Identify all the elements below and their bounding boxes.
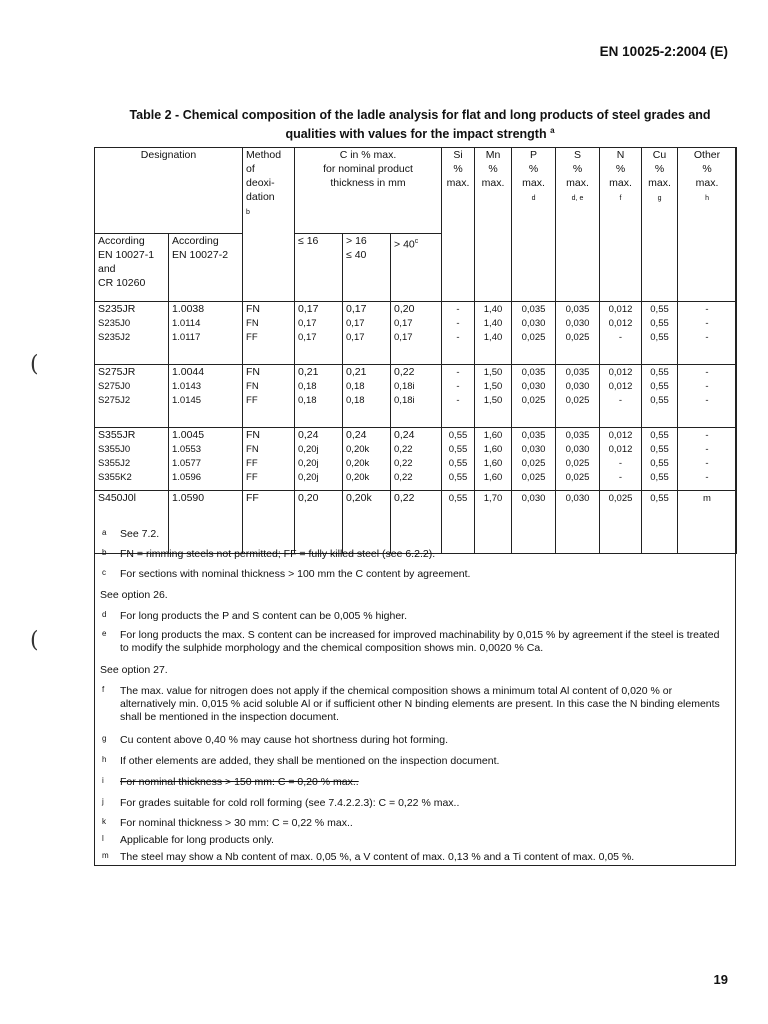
n-value: - xyxy=(618,395,623,406)
cu-value: 0,55 xyxy=(650,493,669,504)
method-value: FN xyxy=(246,366,261,378)
number-cell xyxy=(169,302,243,365)
number-value: 1.0143 xyxy=(172,381,202,392)
c3-value: 0,24 xyxy=(394,429,415,441)
footnote-i: i For nominal thickness > 150 mm: C = 0,20 % max.. xyxy=(102,776,359,788)
method-cell xyxy=(243,428,295,491)
mn-header: Mn % max. xyxy=(475,148,512,302)
footnote-d: d For long products the P and S content can be 0,005 % higher. xyxy=(102,610,408,622)
table-title-line2: qualities with values for the impact strength xyxy=(285,127,547,142)
cu-header: Cu % max. g xyxy=(642,148,678,302)
number-value: 1.0577 xyxy=(172,458,202,469)
method-cell xyxy=(243,365,295,428)
cu-cell xyxy=(642,491,678,554)
footnote-e: e For long products the max. S content can be increased for improved machinability by 0,015 % by agreement if the steel is treated to modify the sulphide morphology and the chemical composition shows min. 0,0020 % Ca. xyxy=(102,629,720,654)
c1-cell xyxy=(295,428,343,491)
c3-value: 0,18i xyxy=(394,381,415,392)
other-header: Other % max. h xyxy=(678,148,737,302)
p-value: 0,030 xyxy=(521,381,546,392)
cu-value: 0,55 xyxy=(650,332,669,343)
mn-value: 1,60 xyxy=(483,444,503,455)
cu-value: 0,55 xyxy=(650,381,669,392)
footnote-l: l Applicable for long products only. xyxy=(102,834,274,846)
p-cell xyxy=(512,302,556,365)
c1-cell xyxy=(295,365,343,428)
c3-cell xyxy=(391,365,442,428)
number-value: 1.0145 xyxy=(172,395,202,406)
si-value: 0,55 xyxy=(448,458,468,469)
grade-group-row xyxy=(95,491,737,554)
number-value: 1.0038 xyxy=(172,303,205,315)
see-option-27: See option 27. xyxy=(100,664,168,676)
number-value: 1.0596 xyxy=(172,472,202,483)
c3-value: 0,22 xyxy=(394,444,413,455)
mn-value: 1,60 xyxy=(483,472,503,483)
title-footnote-mark: a xyxy=(550,126,555,135)
other-cell xyxy=(678,302,737,365)
c2-value: 0,17 xyxy=(346,318,365,329)
c2-value: 0,18 xyxy=(346,381,365,392)
cu-cell xyxy=(642,428,678,491)
cu-value: 0,55 xyxy=(650,367,669,378)
number-value: 1.0553 xyxy=(172,444,202,455)
grade-value: S355JR xyxy=(98,429,136,441)
cu-cell xyxy=(642,302,678,365)
method-value: FF xyxy=(246,472,258,483)
n-value: - xyxy=(618,472,623,483)
other-value: - xyxy=(705,444,709,455)
cu-value: 0,55 xyxy=(650,304,669,315)
s-header: S % max. d, e xyxy=(556,148,600,302)
number-value: 1.0045 xyxy=(172,429,205,441)
thickness-gt40-header: > $40^c$ xyxy=(391,234,442,302)
mn-value: 1,50 xyxy=(483,381,503,392)
c3-value: 0,22 xyxy=(394,458,413,469)
si-header: Si % max. xyxy=(442,148,475,302)
other-value: - xyxy=(705,304,709,315)
n-cell xyxy=(600,365,642,428)
c3-value: 0,17 xyxy=(394,318,413,329)
grade-group-row xyxy=(95,365,737,428)
c2-value: 0,20k xyxy=(346,444,370,455)
number-cell xyxy=(169,428,243,491)
cu-value: 0,55 xyxy=(650,395,669,406)
method-value: FN xyxy=(246,318,259,329)
c1-value: 0,20 xyxy=(298,492,319,504)
p-value: 0,025 xyxy=(521,332,546,343)
s-cell xyxy=(556,302,600,365)
si-cell xyxy=(442,428,475,491)
mn-value: 1,60 xyxy=(483,430,503,441)
c2-value: 0,20k xyxy=(346,492,372,504)
c1-value: 0,24 xyxy=(298,429,319,441)
method-value: FN xyxy=(246,381,259,392)
steel-grade-rows xyxy=(95,302,737,554)
mn-value: 1,60 xyxy=(483,458,503,469)
s-value: 0,025 xyxy=(565,458,590,469)
s-value: 0,030 xyxy=(565,444,590,455)
c2-value: 0,17 xyxy=(346,303,367,315)
p-value: 0,030 xyxy=(521,493,546,504)
p-value: 0,030 xyxy=(521,318,546,329)
mn-value: 1,40 xyxy=(483,332,503,343)
mn-value: 1,70 xyxy=(483,493,503,504)
c1-cell xyxy=(295,491,343,554)
c3-value: 0,17 xyxy=(394,332,413,343)
s-value: 0,030 xyxy=(565,381,590,392)
mn-cell xyxy=(475,428,512,491)
n-value: 0,012 xyxy=(608,304,633,315)
footnote-b: b FN = rimming steels not permitted; FF = fully killed steel (see 6.2.2). xyxy=(102,548,436,560)
p-cell xyxy=(512,491,556,554)
p-value: 0,025 xyxy=(521,472,546,483)
s-value: 0,030 xyxy=(565,493,590,504)
table-title-line1: Table 2 - Chemical composition of the ladle analysis for flat and long products of steel grades and xyxy=(129,108,711,122)
c1-value: 0,20j xyxy=(298,472,319,483)
n-cell xyxy=(600,428,642,491)
p-value: 0,025 xyxy=(521,458,546,469)
grade-cell xyxy=(95,491,169,554)
number-value: 1.0117 xyxy=(172,332,201,343)
other-value: - xyxy=(705,395,709,406)
mn-value: 1,50 xyxy=(483,395,503,406)
si-value: 0,55 xyxy=(448,493,468,504)
grade-group-row xyxy=(95,302,737,365)
grade-cell xyxy=(95,365,169,428)
cu-cell xyxy=(642,365,678,428)
n-value: 0,012 xyxy=(608,444,633,455)
grade-value: S450J0l xyxy=(98,492,136,504)
other-value: - xyxy=(705,430,709,441)
si-cell xyxy=(442,491,475,554)
n-header: N % max. f xyxy=(600,148,642,302)
si-value: 0,55 xyxy=(448,430,468,441)
according-en10027-1-header: According EN 10027-1 and CR 10260 xyxy=(95,234,169,302)
n-value: 0,012 xyxy=(608,430,633,441)
footnote-f: f The max. value for nitrogen does not apply if the chemical composition shows a minimum total Al content of 0,020 % or alternatively min. 0,015 % acid soluble Al or if sufficient other N binding elements are present. In this case the N binding elements shall be mentioned in the inspection document. xyxy=(102,685,720,723)
grade-value: S275J2 xyxy=(98,395,131,406)
si-value: 0,55 xyxy=(448,472,468,483)
p-value: 0,035 xyxy=(521,304,546,315)
footnote-c: c For sections with nominal thickness > 100 mm the C content by agreement. xyxy=(102,568,471,580)
c3-value: 0,18i xyxy=(394,395,415,406)
c1-value: 0,17 xyxy=(298,332,317,343)
page-number: 19 xyxy=(713,972,728,987)
c3-value: 0,20 xyxy=(394,303,415,315)
other-value: - xyxy=(705,367,709,378)
method-cell xyxy=(243,302,295,365)
c2-cell xyxy=(343,428,391,491)
si-value: - xyxy=(456,332,460,343)
grade-value: S275JR xyxy=(98,366,136,378)
mn-cell xyxy=(475,302,512,365)
c3-cell xyxy=(391,428,442,491)
grade-value: S355K2 xyxy=(98,472,132,483)
thickness-16-40-header: > 16 ≤ 40 xyxy=(343,234,391,302)
cu-value: 0,55 xyxy=(650,318,669,329)
si-value: - xyxy=(456,381,460,392)
s-value: 0,025 xyxy=(565,332,590,343)
footnote-j: j For grades suitable for cold roll forming (see 7.4.2.2.3): C = 0,22 % max.. xyxy=(102,797,460,809)
other-value: - xyxy=(705,472,709,483)
method-value: FN xyxy=(246,429,261,441)
according-en10027-2-header: According EN 10027-2 xyxy=(169,234,243,302)
number-value: 1.0114 xyxy=(172,318,201,329)
c1-value: 0,18 xyxy=(298,381,317,392)
method-header: Method of deoxi- dation b xyxy=(243,148,295,302)
designation-header: Designation xyxy=(95,148,243,234)
grade-value: S235JR xyxy=(98,303,136,315)
method-value: FN xyxy=(246,303,261,315)
c1-value: 0,21 xyxy=(298,366,319,378)
c1-value: 0,17 xyxy=(298,303,319,315)
other-cell xyxy=(678,365,737,428)
s-cell xyxy=(556,365,600,428)
s-cell xyxy=(556,491,600,554)
s-value: 0,025 xyxy=(565,472,590,483)
n-value: - xyxy=(618,458,623,469)
cu-value: 0,55 xyxy=(650,444,669,455)
s-value: 0,030 xyxy=(565,318,590,329)
table-title xyxy=(100,108,740,142)
c1-value: 0,20j xyxy=(298,444,319,455)
mn-cell xyxy=(475,491,512,554)
scan-paren-mark-1: ( xyxy=(30,352,39,377)
footnote-g: g Cu content above 0,40 % may cause hot shortness during hot forming. xyxy=(102,734,449,746)
method-value: FF xyxy=(246,492,259,504)
p-cell xyxy=(512,365,556,428)
si-value: - xyxy=(456,395,460,406)
document-id: EN 10025-2:2004 (E) xyxy=(599,44,728,59)
c2-value: 0,20k xyxy=(346,458,370,469)
c1-value: 0,18 xyxy=(298,395,317,406)
n-cell xyxy=(600,302,642,365)
header-row-1 xyxy=(95,148,737,234)
n-value: 0,012 xyxy=(608,318,633,329)
number-cell xyxy=(169,491,243,554)
see-option-26: See option 26. xyxy=(100,589,168,601)
footnote-a: a See 7.2. xyxy=(102,528,160,540)
s-cell xyxy=(556,428,600,491)
si-value: 0,55 xyxy=(448,444,468,455)
grade-value: S235J2 xyxy=(98,332,131,343)
method-value: FF xyxy=(246,458,258,469)
c3-cell xyxy=(391,491,442,554)
c2-value: 0,20k xyxy=(346,472,370,483)
s-value: 0,025 xyxy=(565,395,590,406)
footnote-h: h If other elements are added, they shall be mentioned on the inspection document. xyxy=(102,755,500,767)
s-value: 0,035 xyxy=(565,367,590,378)
grade-value: S235J0 xyxy=(98,318,131,329)
method-value: FF xyxy=(246,395,258,406)
mn-value: 1,50 xyxy=(483,367,503,378)
scan-paren-mark-2: ( xyxy=(30,628,39,653)
other-value: - xyxy=(705,458,709,469)
si-cell xyxy=(442,365,475,428)
cu-value: 0,55 xyxy=(650,458,669,469)
si-value: - xyxy=(456,304,460,315)
other-value: - xyxy=(705,332,709,343)
other-cell xyxy=(678,491,737,554)
s-value: 0,035 xyxy=(565,430,590,441)
n-value: - xyxy=(618,332,623,343)
p-value: 0,030 xyxy=(521,444,546,455)
composition-table xyxy=(94,147,737,554)
c1-cell xyxy=(295,302,343,365)
footnote-k: k For nominal thickness > 30 mm: C = 0,22 % max.. xyxy=(102,817,353,829)
footnote-m: m The steel may show a Nb content of max. 0,05 %, a V content of max. 0,13 % and a Ti content of max. 0,05 %. xyxy=(102,851,635,863)
c2-cell xyxy=(343,302,391,365)
method-cell xyxy=(243,491,295,554)
p-value: 0,035 xyxy=(521,430,546,441)
grade-value: S275J0 xyxy=(98,381,131,392)
c2-value: 0,21 xyxy=(346,366,367,378)
other-value: - xyxy=(705,318,709,329)
si-cell xyxy=(442,302,475,365)
thickness-le16-header: ≤ 16 xyxy=(295,234,343,302)
c3-cell xyxy=(391,302,442,365)
p-header: P % max. d xyxy=(512,148,556,302)
n-value: 0,025 xyxy=(608,493,633,504)
number-value: 1.0044 xyxy=(172,366,205,378)
cu-value: 0,55 xyxy=(650,472,669,483)
c2-value: 0,17 xyxy=(346,332,365,343)
c2-value: 0,18 xyxy=(346,395,365,406)
cu-value: 0,55 xyxy=(650,430,669,441)
p-value: 0,035 xyxy=(521,367,546,378)
si-value: - xyxy=(456,367,460,378)
method-value: FF xyxy=(246,332,258,343)
grade-cell xyxy=(95,428,169,491)
c3-value: 0,22 xyxy=(394,492,415,504)
mn-cell xyxy=(475,365,512,428)
grade-value: S355J2 xyxy=(98,458,131,469)
p-value: 0,025 xyxy=(521,395,546,406)
c1-value: 0,17 xyxy=(298,318,317,329)
number-cell xyxy=(169,365,243,428)
c2-cell xyxy=(343,365,391,428)
c1-value: 0,20j xyxy=(298,458,319,469)
grade-group-row xyxy=(95,428,737,491)
other-value: - xyxy=(705,381,709,392)
c2-cell xyxy=(343,491,391,554)
n-value: 0,012 xyxy=(608,367,633,378)
p-cell xyxy=(512,428,556,491)
other-cell xyxy=(678,428,737,491)
n-cell xyxy=(600,491,642,554)
c3-value: 0,22 xyxy=(394,366,415,378)
mn-value: 1,40 xyxy=(483,318,503,329)
grade-cell xyxy=(95,302,169,365)
number-value: 1.0590 xyxy=(172,492,205,504)
si-value: - xyxy=(456,318,460,329)
mn-value: 1,40 xyxy=(483,304,503,315)
s-value: 0,035 xyxy=(565,304,590,315)
method-value: FN xyxy=(246,444,259,455)
carbon-header: C in % max. for nominal product thickness in mm xyxy=(295,148,442,234)
c3-value: 0,22 xyxy=(394,472,413,483)
other-value: m xyxy=(703,493,711,504)
n-value: 0,012 xyxy=(608,381,633,392)
c2-value: 0,24 xyxy=(346,429,367,441)
grade-value: S355J0 xyxy=(98,444,131,455)
